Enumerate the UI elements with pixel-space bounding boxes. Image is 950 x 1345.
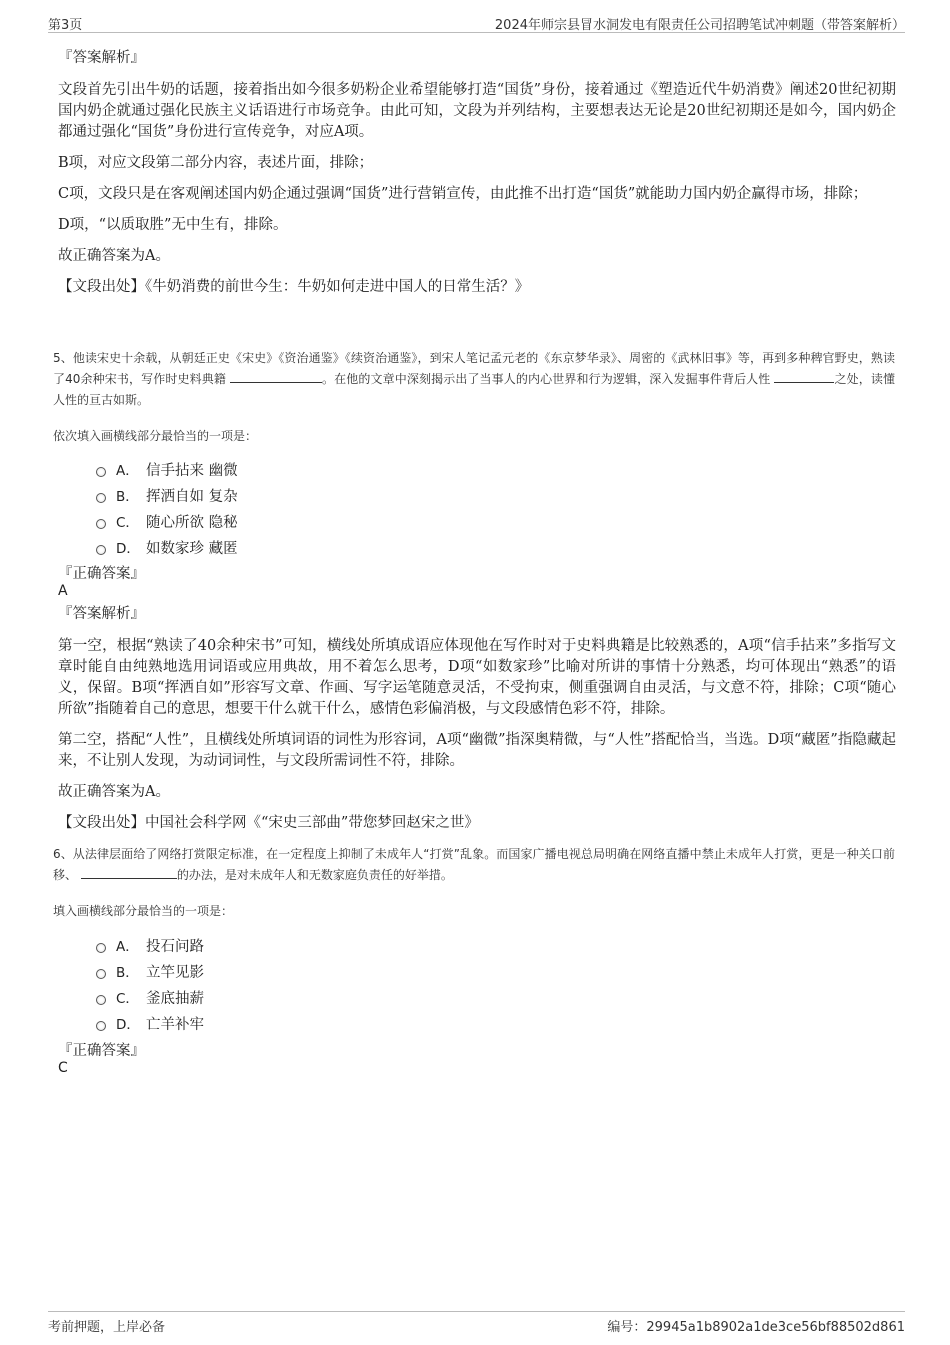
q5-option-d[interactable]: D． 如数家珍 藏匿 [96,534,238,560]
q5-analysis-paragraph: 第二空，搭配“人性”，且横线处所填词语的词性为形容词，A项“幽微”指深奥精微，与“人性”搭配恰当，当选。D项“藏匿”指隐藏起来，不让别人发现，为动词词性，与文段所需词性不符，排除。 [58,732,896,769]
q6-correct-answer: C [58,1060,68,1076]
radio-icon[interactable] [96,467,106,477]
q6-text: 6、从法律层面给了网络打赏限定标准，在一定程度上抑制了未成年人“打赏”乱象。而国家广播电视总局明确在网络直播中禁止未成年人打赏，更是一种关口前移、 的办法，是对未成年人和无数家庭负责任的好举措。 [53,847,895,882]
q5-prompt: 依次填入画横线部分最恰当的一项是： [53,429,258,443]
q6-option-c[interactable]: C． 釜底抽薪 [96,984,204,1010]
page-number: 第3页 [48,18,83,33]
q5-analysis-paragraph: 第一空，根据“熟读了40余种宋书”可知，横线处所填成语应体现他在写作时对于史料典籍是比较熟悉的，A项“信手拈来”多指写文章时能自由纯熟地选用词语或应用典故，用不着怎么思考，D项“如数家珍”比喻对所讲的事情十分熟悉，均可体现出“熟悉”的语义，保留。B项“挥洒自如”形容写文章、作画、写字运笔随意灵活，不受拘束，侧重强调自由灵活，与文意不符，排除；C项“随心所欲”指随着自己的意思，想要干什么就干什么，感情色彩偏消极，与文段感情色彩不符，排除。 [58,638,896,717]
q5-blank-1 [230,370,322,383]
q4-source: 【文段出处】《牛奶消费的前世今生：牛奶如何走进中国人的日常生活？》 [58,279,530,295]
q6-blank [81,866,177,879]
q4-conclusion: 故正确答案为A。 [58,248,170,264]
q5-analysis-label: 『答案解析』 [58,606,145,622]
q5-options [96,456,238,560]
q5-correct-label: 『正确答案』 [58,566,145,582]
q5-text: 5、他读宋史十余载，从朝廷正史《宋史》《资治通鉴》《续资治通鉴》，到宋人笔记孟元老的《东京梦华录》、周密的《武林旧事》等，再到多种稗官野史，熟读了40余种宋书，写作时史料典籍 。在他的文章中深刻揭示出了当事人的内心世界和行为逻辑，深入发掘事件背后人性 之处，读懂人性的亘古如斯。 [53,351,895,407]
page-header [48,12,905,33]
q5-correct-answer: A [58,583,68,599]
q5-option-a[interactable]: A． 信手拈来 幽微 [96,456,238,482]
radio-icon[interactable] [96,519,106,529]
q5-conclusion: 故正确答案为A。 [58,784,170,800]
document-title: 2024年师宗县冒水洞发电有限责任公司招聘笔试冲刺题（带答案解析） [494,18,905,33]
q5-option-c[interactable]: C． 随心所欲 隐秘 [96,508,238,534]
radio-icon[interactable] [96,995,106,1005]
q6-options [96,932,204,1036]
q5-analysis [58,604,896,834]
q6-option-a[interactable]: A． 投石问路 [96,932,204,958]
q4-analysis-paragraph: C项，文段只是在客观阐述国内奶企通过强调“国货”进行营销宣传，由此推不出打造“国货”就能助力国内奶企赢得市场，排除； [58,186,868,202]
q6-question [53,844,895,919]
q6-option-d[interactable]: D． 亡羊补牢 [96,1010,204,1036]
q4-analysis [58,48,896,298]
q4-analysis-paragraph: 文段首先引出牛奶的话题，接着指出如今很多奶粉企业希望能够打造“国货”身份，接着通过《塑造近代牛奶消费》阐述20世纪初期国内奶企就通过强化民族主义话语进行市场竞争。由此可知，文段为并列结构，主要想表达无论是20世纪初期还是如今，国内奶企都通过强化“国货”身份进行宣传竞争，对应A项。 [58,82,896,140]
radio-icon[interactable] [96,545,106,555]
radio-icon[interactable] [96,493,106,503]
q5-question [53,348,895,444]
q6-correct-label: 『正确答案』 [58,1043,145,1059]
footer-slogan: 考前押题，上岸必备 [48,1320,166,1335]
q4-analysis-paragraph: B项，对应文段第二部分内容，表述片面，排除； [58,155,374,171]
document-serial: 编号：29945a1b8902a1de3ce56bf88502d861 [607,1320,905,1335]
radio-icon[interactable] [96,969,106,979]
radio-icon[interactable] [96,1021,106,1031]
q6-prompt: 填入画横线部分最恰当的一项是： [53,904,234,918]
radio-icon[interactable] [96,943,106,953]
q4-analysis-paragraph: D项，“以质取胜”无中生有，排除。 [58,217,288,233]
q5-option-b[interactable]: B． 挥洒自如 复杂 [96,482,238,508]
q5-blank-2 [774,370,834,383]
page-footer [48,1311,905,1334]
q4-analysis-label: 『答案解析』 [58,50,145,66]
q6-option-b[interactable]: B． 立竿见影 [96,958,204,984]
q5-source: 【文段出处】中国社会科学网《“宋史三部曲”带您梦回赵宋之世》 [58,815,479,831]
